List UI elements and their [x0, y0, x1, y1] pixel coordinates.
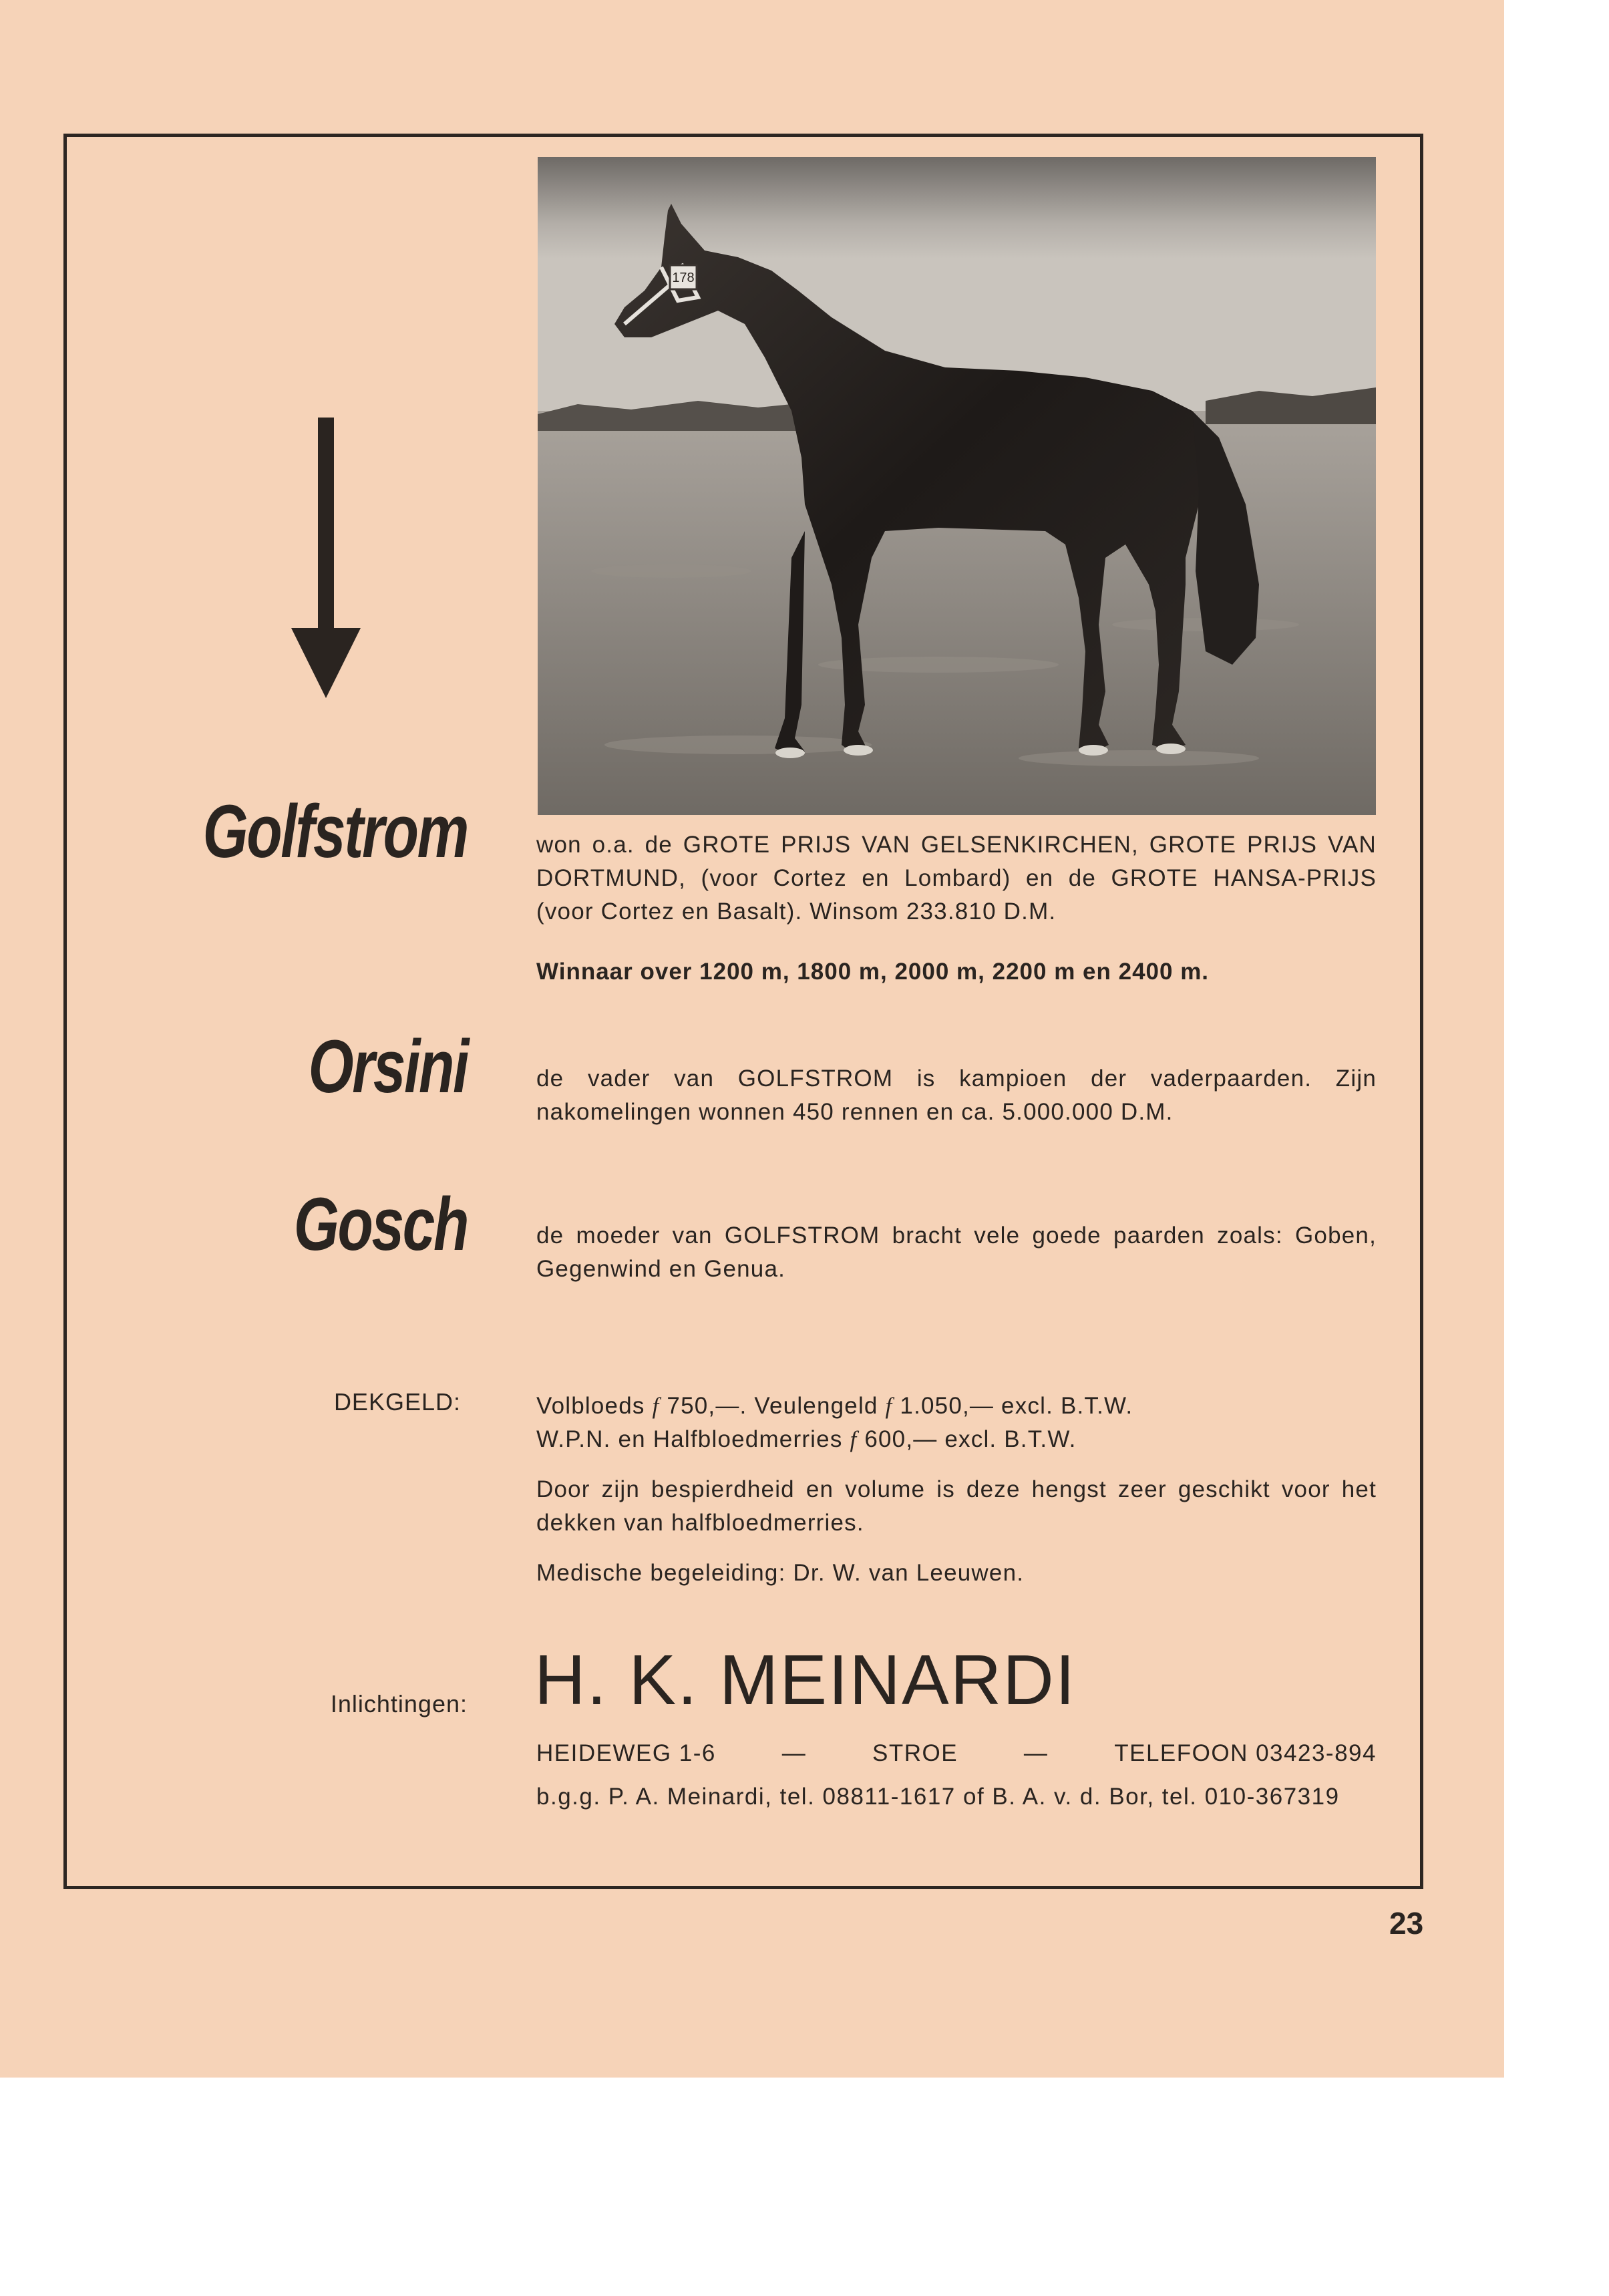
phone: TELEFOON 03423-894 — [1114, 1740, 1377, 1766]
distances-text: Winnaar over 1200 m, 1800 m, 2000 m, 2200 m en 2400 m. — [536, 959, 1210, 985]
fee-line-2: W.P.N. en Halfbloedmerries f 600,— excl. B.T.W. — [536, 1426, 1077, 1452]
stud-fee-label: DEKGELD: — [333, 1388, 461, 1416]
medical-text: Medische begeleiding: Dr. W. van Leeuwen. — [536, 1560, 1025, 1586]
wins-text: won o.a. de GROTE PRIJS VAN GELSENKIRCHEN, GROTE PRIJS VAN DORTMUND, (voor Cortez en Lombard) en de GROTE HANSA-PRIJS (voor Cortez en Basalt). Winsom 233.810 D.M. — [536, 832, 1377, 925]
stallion-name: Golfstrom — [202, 790, 468, 873]
horse-photo — [538, 157, 1376, 815]
separator-dash: — — [781, 1740, 807, 1766]
page-number: 23 — [1389, 1906, 1424, 1941]
sire-name: Orsini — [308, 1025, 468, 1108]
suitability-text: Door zijn bespierdheid en volume is deze hengst zeer geschikt voor het dekken van halfbloedmerries. — [536, 1476, 1377, 1536]
street: HEIDEWEG 1-6 — [536, 1740, 716, 1766]
sire-info-text: de vader van GOLFSTROM is kampioen der vaderpaarden. Zijn nakomelingen wonnen 450 rennen en ca. 5.000.000 D.M. — [536, 1065, 1377, 1125]
town: STROE — [872, 1740, 958, 1766]
dam-name: Gosch — [293, 1182, 468, 1266]
halter-number: 178 — [672, 271, 695, 285]
alternative-contact: b.g.g. P. A. Meinardi, tel. 08811-1617 of B. A. v. d. Bor, tel. 010-367319 — [536, 1784, 1340, 1810]
inquiries-label: Inlichtingen: — [330, 1690, 468, 1717]
address-line — [536, 1740, 1377, 1767]
down-arrow-icon — [291, 418, 361, 698]
fee-line-1: Volbloeds f 750,—. Veulengeld f 1.050,— excl. B.T.W. — [536, 1393, 1133, 1419]
dam-info-text: de moeder van GOLFSTROM bracht vele goede paarden zoals: Goben, Gegenwind en Genua. — [536, 1222, 1377, 1282]
separator-dash: — — [1023, 1740, 1049, 1766]
contact-name: H. K. MEINARDI — [534, 1641, 1077, 1719]
